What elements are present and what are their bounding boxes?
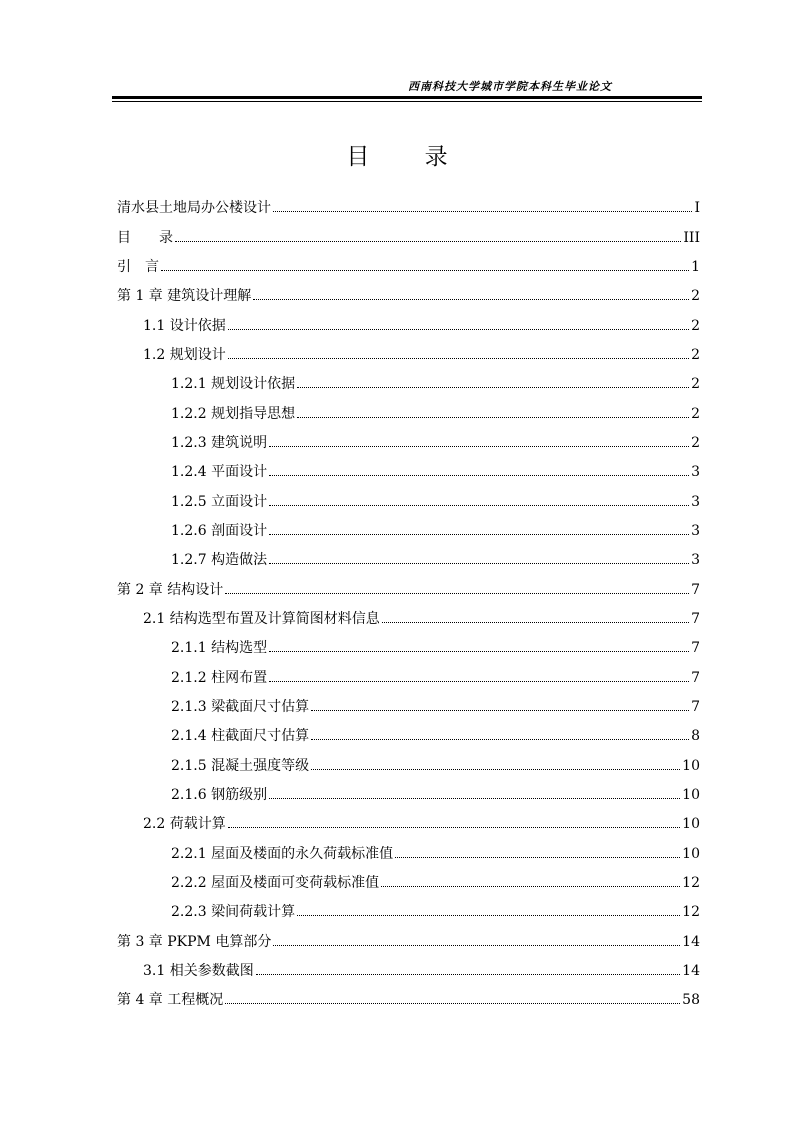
toc-page-number: 7 — [691, 610, 700, 627]
toc-dot-leader — [311, 769, 680, 770]
toc-dot-leader — [175, 241, 681, 242]
toc-page-number: 1 — [691, 258, 700, 275]
toc-page-number: 12 — [682, 874, 700, 891]
toc-dot-leader — [382, 622, 689, 623]
toc-dot-leader — [269, 681, 689, 682]
toc-entry[interactable] — [117, 367, 700, 396]
toc-page-number: 2 — [691, 346, 700, 363]
toc-dot-leader — [269, 505, 689, 506]
toc-entry[interactable] — [117, 924, 700, 953]
toc-entry-label: 第 1 章 建筑设计理解 — [117, 288, 252, 305]
toc-dot-leader — [269, 446, 689, 447]
toc-entry-label: 1.2.4 平面设计 — [171, 464, 268, 481]
toc-page-number: 3 — [691, 493, 700, 510]
toc-dot-leader — [297, 387, 689, 388]
toc-entry-label: 2.1.5 混凝土强度等级 — [171, 757, 310, 774]
toc-page-number: 7 — [691, 640, 700, 657]
toc-entry-label: 1.2.2 规划指导思想 — [171, 405, 296, 422]
toc-entry-label: 2.1.4 柱截面尺寸估算 — [171, 728, 310, 745]
toc-page-number: 58 — [682, 992, 700, 1009]
toc-entry[interactable] — [117, 396, 700, 425]
toc-dot-leader — [228, 329, 689, 330]
toc-entry[interactable] — [117, 250, 700, 279]
toc-page-number: I — [694, 200, 700, 217]
toc-entry[interactable] — [117, 279, 700, 308]
toc-page-number: 12 — [682, 904, 700, 921]
running-header: 西南科技大学城市学院本科生毕业论文 — [408, 80, 612, 93]
toc-entry-label: 1.1 设计依据 — [143, 317, 226, 334]
toc-entry[interactable] — [117, 983, 700, 1012]
toc-entry[interactable] — [117, 954, 700, 983]
toc-dot-leader — [381, 886, 680, 887]
toc-page-number: 2 — [691, 434, 700, 451]
toc-entry[interactable] — [117, 748, 700, 777]
page-title: 目 录 — [346, 144, 448, 170]
toc-page-number: 10 — [682, 757, 700, 774]
toc-page-number: III — [683, 229, 700, 246]
toc-entry[interactable] — [117, 836, 700, 865]
toc-dot-leader — [269, 563, 689, 564]
toc-page-number: 14 — [682, 962, 700, 979]
toc-dot-leader — [269, 475, 689, 476]
toc-dot-leader — [228, 358, 689, 359]
toc-dot-leader — [269, 798, 680, 799]
toc-entry[interactable] — [117, 602, 700, 631]
toc-entry-label: 1.2 规划设计 — [143, 346, 226, 363]
toc-entry-label: 清水县土地局办公楼设计 — [117, 200, 271, 217]
toc-dot-leader — [395, 857, 680, 858]
toc-entry[interactable] — [117, 191, 700, 220]
toc-page-number: 2 — [691, 405, 700, 422]
toc-entry[interactable] — [117, 426, 700, 455]
toc-page-number: 3 — [691, 522, 700, 539]
toc-dot-leader — [225, 1003, 680, 1004]
toc-entry-label: 2.1.3 梁截面尺寸估算 — [171, 698, 310, 715]
toc-entry[interactable] — [117, 895, 700, 924]
toc-entry[interactable] — [117, 807, 700, 836]
toc-entry-label: 2.2.2 屋面及楼面可变荷载标准值 — [171, 874, 380, 891]
toc-entry[interactable] — [117, 660, 700, 689]
toc-entry-label: 2.2 荷载计算 — [143, 816, 226, 833]
toc-page-number: 7 — [691, 698, 700, 715]
toc-entry[interactable] — [117, 308, 700, 337]
toc-entry-label: 2.1.1 结构选型 — [171, 640, 268, 657]
toc-entry-label: 1.2.6 剖面设计 — [171, 522, 268, 539]
toc-entry-label: 引 言 — [117, 258, 159, 275]
toc-dot-leader — [273, 211, 692, 212]
toc-page-number: 10 — [682, 816, 700, 833]
toc-entry-label: 2.2.1 屋面及楼面的永久荷载标准值 — [171, 845, 394, 862]
toc-entry[interactable] — [117, 484, 700, 513]
toc-page-number: 10 — [682, 786, 700, 803]
toc-dot-leader — [161, 270, 689, 271]
toc-entry-label: 2.1 结构选型布置及计算简图材料信息 — [143, 610, 380, 627]
toc-entry-label: 第 4 章 工程概况 — [117, 992, 224, 1009]
toc-page-number: 7 — [691, 669, 700, 686]
toc-dot-leader — [256, 974, 680, 975]
toc-entry[interactable] — [117, 338, 700, 367]
toc-entry-label: 目 录 — [117, 229, 173, 246]
toc-dot-leader — [311, 739, 689, 740]
toc-entry-label: 1.2.7 构造做法 — [171, 552, 268, 569]
toc-dot-leader — [253, 299, 689, 300]
toc-entry[interactable] — [117, 543, 700, 572]
toc-dot-leader — [297, 915, 680, 916]
toc-dot-leader — [311, 710, 689, 711]
toc-dot-leader — [269, 651, 689, 652]
toc-entry-label: 1.2.1 规划设计依据 — [171, 376, 296, 393]
header-rule-thin — [112, 101, 702, 102]
header-rule-thick — [112, 96, 702, 99]
toc-entry-label: 第 3 章 PKPM 电算部分 — [117, 933, 272, 950]
toc-entry[interactable] — [117, 690, 700, 719]
toc-entry[interactable] — [117, 631, 700, 660]
toc-page-number: 3 — [691, 552, 700, 569]
toc-entry[interactable] — [117, 514, 700, 543]
toc-page-number: 10 — [682, 845, 700, 862]
toc-entry[interactable] — [117, 866, 700, 895]
toc-page-number: 3 — [691, 464, 700, 481]
toc-dot-leader — [228, 827, 680, 828]
toc-dot-leader — [273, 945, 680, 946]
toc-entry[interactable] — [117, 455, 700, 484]
toc-entry-label: 第 2 章 结构设计 — [117, 581, 224, 598]
toc-entry[interactable] — [117, 778, 700, 807]
toc-page-number: 7 — [691, 581, 700, 598]
toc-entry[interactable] — [117, 220, 700, 249]
toc-entry-label: 2.1.2 柱网布置 — [171, 669, 268, 686]
toc-dot-leader — [269, 534, 689, 535]
toc-entry-label: 2.1.6 钢筋级别 — [171, 786, 268, 803]
toc-entry[interactable] — [117, 572, 700, 601]
toc-entry[interactable] — [117, 719, 700, 748]
toc-entry-label: 1.2.3 建筑说明 — [171, 434, 268, 451]
toc-page-number: 14 — [682, 933, 700, 950]
toc-page-number: 2 — [691, 376, 700, 393]
table-of-contents — [117, 191, 700, 1012]
toc-entry-label: 2.2.3 梁间荷载计算 — [171, 904, 296, 921]
toc-page-number: 8 — [691, 728, 700, 745]
toc-dot-leader — [297, 417, 689, 418]
toc-dot-leader — [225, 593, 689, 594]
toc-page-number: 2 — [691, 288, 700, 305]
toc-page-number: 2 — [691, 317, 700, 334]
toc-entry-label: 3.1 相关参数截图 — [143, 962, 254, 979]
toc-entry-label: 1.2.5 立面设计 — [171, 493, 268, 510]
